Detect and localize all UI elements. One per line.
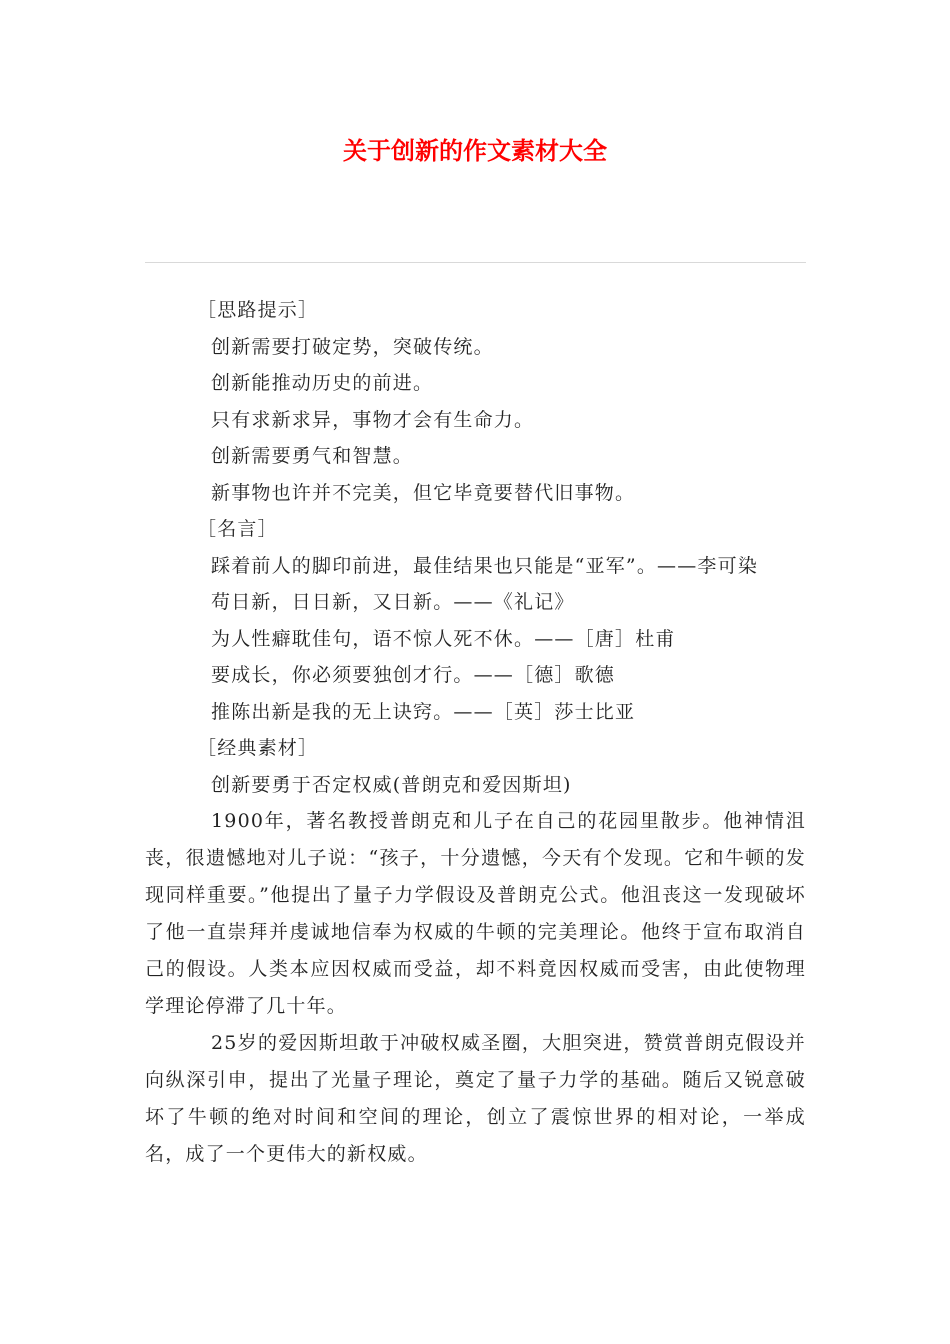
quote-item: 为人性癖耽佳句，语不惊人死不休。——［唐］杜甫 <box>211 627 676 650</box>
hint-item: 创新能推动历史的前进。 <box>211 372 434 394</box>
quote-item: 苟日新，日日新，又日新。——《礼记》 <box>211 591 575 613</box>
quote-item: 踩着前人的脚印前进，最佳结果也只能是“亚军”。——李可染 <box>211 554 759 577</box>
hints-header: ［思路提示］ <box>197 299 319 321</box>
quote-item: 要成长，你必须要独创才行。——［德］歌德 <box>211 664 616 686</box>
hint-item: 创新需要勇气和智慧。 <box>211 445 414 467</box>
header-divider <box>145 262 806 263</box>
classic-title: 创新要勇于否定权威(普朗克和爱因斯坦) <box>211 773 572 796</box>
document-body <box>145 292 806 1173</box>
hint-item: 新事物也许并不完美，但它毕竟要替代旧事物。 <box>211 481 636 504</box>
quote-item: 推陈出新是我的无上诀窍。——［英］莎士比亚 <box>211 700 636 723</box>
body-paragraph: 25岁的爱因斯坦敢于冲破权威圣圈，大胆突进，赞赏普朗克假设并向纵深引申，提出了光量子理论，奠定了量子力学的基础。随后又锐意破坏了牛顿的绝对时间和空间的理论，创立了震惊世界的相对论，一举成名，成了一个更伟大的新权威。 <box>145 1032 806 1165</box>
document-title: 关于创新的作文素材大全 <box>343 137 607 165</box>
hint-item: 创新需要打破定势，突破传统。 <box>211 335 494 358</box>
quotes-header: ［名言］ <box>197 518 278 540</box>
hint-item: 只有求新求异，事物才会有生命力。 <box>211 408 535 431</box>
classics-header: ［经典素材］ <box>197 737 319 759</box>
body-paragraph: 1900年，著名教授普朗克和儿子在自己的花园里散步。他神情沮丧，很遗憾地对儿子说：“孩子，十分遗憾，今天有个发现。它和牛顿的发现同样重要。”他提出了量子力学假设及普朗克公式。他沮丧这一发现破坏了他一直崇拜并虔诚地信奉为权威的牛顿的完美理论。他终于宣布取消自己的假设。人类本应因权威而受益，却不料竟因权威而受害，由此使物理学理论停滞了几十年。 <box>145 810 806 1017</box>
